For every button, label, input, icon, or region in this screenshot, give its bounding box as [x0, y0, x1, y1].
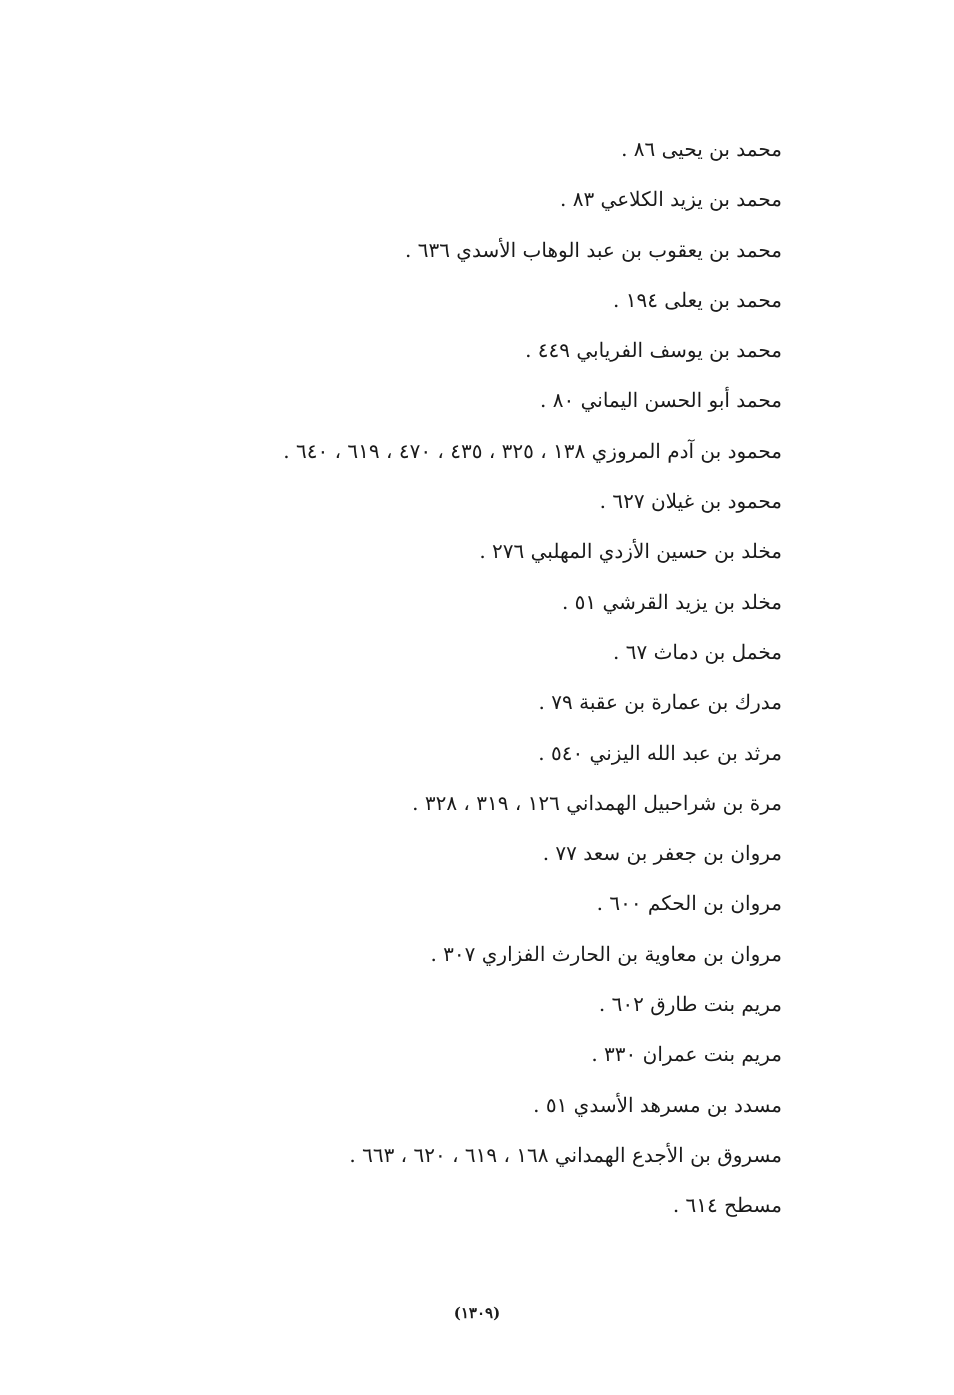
- index-entry: مسدد بن مسرهد الأسدي ٥١ .: [533, 1092, 782, 1117]
- page-number: (١٣٠٩): [453, 1304, 501, 1322]
- index-entries: [162, 128, 782, 1235]
- index-entry: مسطح ٦١٤ .: [672, 1193, 782, 1218]
- index-entry: محمد بن يحيى ٨٦ .: [621, 137, 782, 161]
- index-entry: محمود بن آدم المروزي ١٣٨ ، ٣٢٥ ، ٤٣٥ ، ٤٧٠ ، ٦١٩ ، ٦٤٠ .: [283, 438, 782, 463]
- index-entry: مرثد بن عبد الله اليزني ٥٤٠ .: [538, 740, 782, 765]
- index-entry: محمد بن يوسف الفريابي ٤٤٩ .: [525, 338, 782, 363]
- index-entry: مرة بن شراحبيل الهمداني ١٢٦ ، ٣١٩ ، ٣٢٨ .: [412, 790, 782, 815]
- index-entry: محمد بن يعقوب بن عبد الوهاب الأسدي ٦٣٦ .: [404, 237, 782, 262]
- index-entry: مروان بن الحكم ٦٠٠ .: [596, 891, 782, 916]
- index-entry: محمد بن يزيد الكلاعي ٨٣ .: [559, 187, 782, 212]
- index-entry: مسروق بن الأجدع الهمداني ١٦٨ ، ٦١٩ ، ٦٢٠ ، ٦٦٣ .: [349, 1142, 782, 1167]
- index-entry: مخمل بن دماث ٦٧ .: [613, 639, 782, 664]
- index-entry: محمد أبو الحسن اليماني ٨٠ .: [540, 388, 782, 413]
- index-entry: مروان بن معاوية بن الحارث الفزاري ٣٠٧ .: [430, 941, 782, 966]
- index-entry: مخلد بن حسين الأزدي المهلبي ٢٧٦ .: [479, 539, 782, 564]
- index-entry: مريم بنت طارق ٦٠٢ .: [598, 992, 782, 1017]
- index-entry: مروان بن جعفر بن سعد ٧٧ .: [542, 841, 782, 866]
- index-entry: محمد بن يعلى ١٩٤ .: [612, 287, 782, 312]
- index-entry: مريم بنت عمران ٣٣٠ .: [591, 1042, 782, 1067]
- index-entry: محمود بن غيلان ٦٢٧ .: [599, 489, 782, 514]
- index-entry: مدرك بن عمارة بن عقبة ٧٩ .: [538, 690, 782, 715]
- index-entry: مخلد بن يزيد القرشي ٥١ .: [561, 589, 782, 614]
